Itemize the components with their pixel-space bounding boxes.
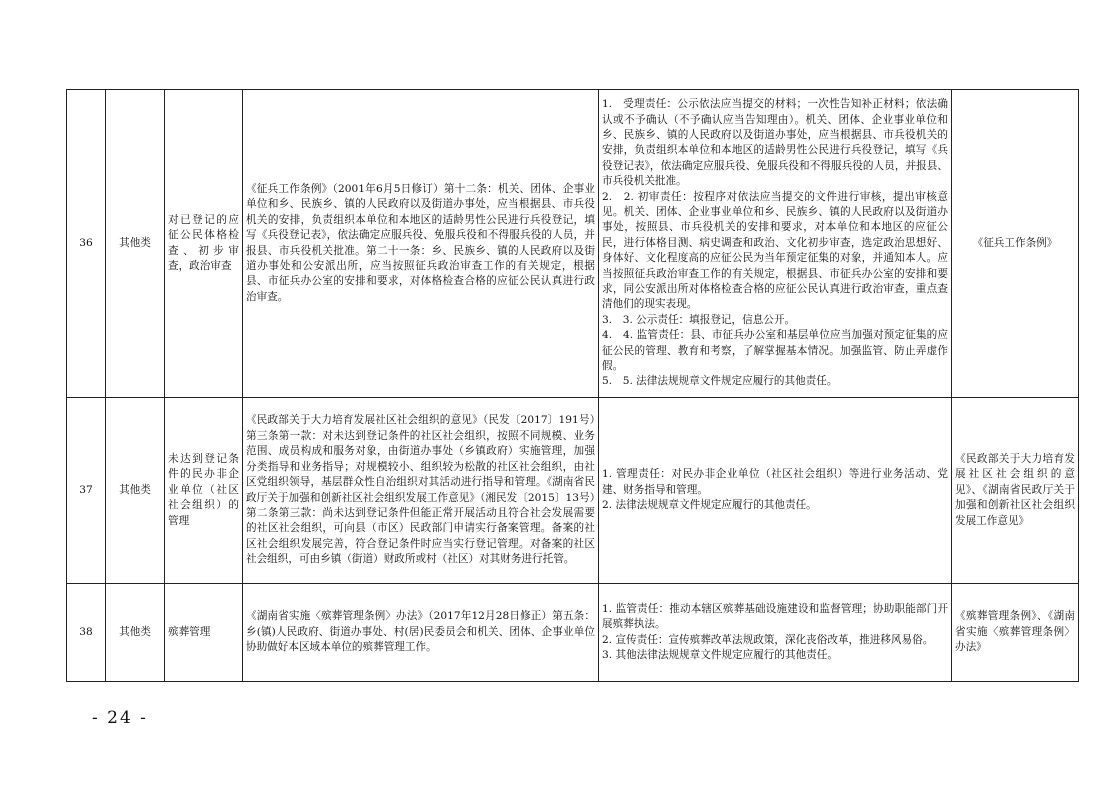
row-number: 38	[67, 584, 106, 682]
duty-line: 4. 4. 监管责任：县、市征兵办公室和基层单位应当加强对预定征集的应征公民的管理、教育和考察，了解掌握基本情况。加强监管、防止弄虚作假。	[602, 329, 948, 373]
row-item-name: 对已登记的应征公民体格检查、初步审查，政治审查	[165, 90, 243, 398]
duty-line: 1. 管理责任：对民办非企业单位（社区社会组织）等进行业务活动、党建、财务指导和管理。	[602, 468, 948, 496]
duty-line: 2. 2. 初审责任：按程序对依法应当提交的文件进行审核，提出审核意见。机关、团体、企业事业单位和乡、民族乡、镇的人民政府以及街道办事处，按照县、市兵役机关的安排和要求，对本单位和本地区的应征公民，进行体格目测、病史调查和政治、文化初步审查，选定政治思想好、身体好、文化程度高的应征公民为当年预定征集的对象，并通知本人。应当按照征兵政治审查工作的有关规定，根据县、市征兵办公室的安排和要求，同公安派出所对体格检查合格的应征公民认真进行政治审查，重点查清他们的现实表现。	[602, 190, 948, 311]
table-row	[67, 584, 1079, 682]
row-duties	[599, 398, 952, 584]
duty-line: 3. 3. 公示责任：填报登记，信息公开。	[602, 313, 796, 326]
row-category: 其他类	[106, 584, 165, 682]
row-law-reference: 《殡葬管理条例》、《湖南省实施〈殡葬管理条例〉办法》	[952, 584, 1079, 682]
row-item-name: 殡葬管理	[165, 584, 243, 682]
row-number: 36	[67, 90, 106, 398]
duty-line: 5. 5. 法律法规规章文件规定应履行的其他责任。	[602, 375, 838, 388]
row-law-reference: 《征兵工作条例》	[952, 90, 1079, 398]
duty-table	[66, 89, 1079, 682]
row-item-name: 未达到登记条件的民办非企业单位（社区社会组织）的管理	[165, 398, 243, 584]
row-legal-basis: 《民政部关于大力培育发展社区社会组织的意见》（民发〔2017〕191号）第三条第一款：对未达到登记条件的社区社会组织，按照不同规模、业务范围、成员构成和服务对象，由街道办事处（乡镇政府）实施管理，加强分类指导和业务指导；对规模较小、组织较为松散的社区社会组织，由社区党组织领导，基层群众性自治组织对其活动进行指导和管理。《湖南省民政厅关于加强和创新社区社会组织发展工作意见》（湘民发〔2015〕13号）第二条第三款：尚未达到登记条件但能正常开展活动且符合社会发展需要的社区社会组织，可向县（市区）民政部门申请实行备案管理。备案的社区社会组织发展完善，符合登记条件时应当实行登记管理。对备案的社区社会组织，可由乡镇（街道）财政所或村（社区）对其财务进行托管。	[243, 398, 599, 584]
row-law-reference: 《民政部关于大力培育发展社区社会组织的意见》、《湖南省民政厅关于加强和创新社区社会组织发展工作意见》	[952, 398, 1079, 584]
row-legal-basis: 《湖南省实施〈殡葬管理条例〉办法》（2017年12月28日修正）第五条：乡(镇)人民政府、街道办事处、村(居)民委员会和机关、团体、企事业单位协助做好本区域本单位的殡葬管理工作。	[243, 584, 599, 682]
table-row	[67, 90, 1079, 398]
row-legal-basis: 《征兵工作条例》（2001年6月5日修订）第十二条：机关、团体、企事业单位和乡、民族乡、镇的人民政府以及街道办事处，应当根据县、市兵役机关的安排，负责组织本单位和本地区的适龄男性公民进行兵役登记，填写《兵役登记表》，依法确定应服兵役、免服兵役和不得服兵役的人员，并报县、市兵役机关批准。第二十一条：乡、民族乡、镇的人民政府以及街道办事处和公安派出所，应当按照征兵政治审查工作的有关规定，根据县、市征兵办公室的安排和要求，对体格检查合格的应征公民认真进行政治审查。	[243, 90, 599, 398]
row-category: 其他类	[106, 90, 165, 398]
duty-line: 2. 法律法规规章文件规定应履行的其他责任。	[602, 499, 817, 512]
duty-line: 1. 监管责任：推动本辖区殡葬基础设施建设和监督管理；协助职能部门开展殡葬执法。	[602, 602, 948, 631]
page-number: - 24 -	[92, 708, 148, 728]
duty-line: 1. 受理责任：公示依法应当提交的材料；一次性告知补正材料；依法确认或不予确认（不予确认应当告知理由）。机关、团体、企业事业单位和乡、民族乡、镇的人民政府以及街道办事处，应当根据县、市兵役机关的安排，负责组织本单位和本地区的适龄男性公民进行兵役登记，填写《兵役登记表》，依法确定应服兵役、免服兵役和不得服兵役的人员，并报县、市兵役机关批准。	[602, 98, 948, 188]
duty-line: 3. 其他法律法规规章文件规定应履行的其他责任。	[602, 648, 838, 661]
table-row	[67, 398, 1079, 584]
row-number: 37	[67, 398, 106, 584]
duty-line: 2. 宣传责任：宣传殡葬改革法规政策，深化丧俗改革，推进移风易俗。	[602, 633, 934, 646]
row-duties	[599, 90, 952, 398]
row-category: 其他类	[106, 398, 165, 584]
row-duties	[599, 584, 952, 682]
